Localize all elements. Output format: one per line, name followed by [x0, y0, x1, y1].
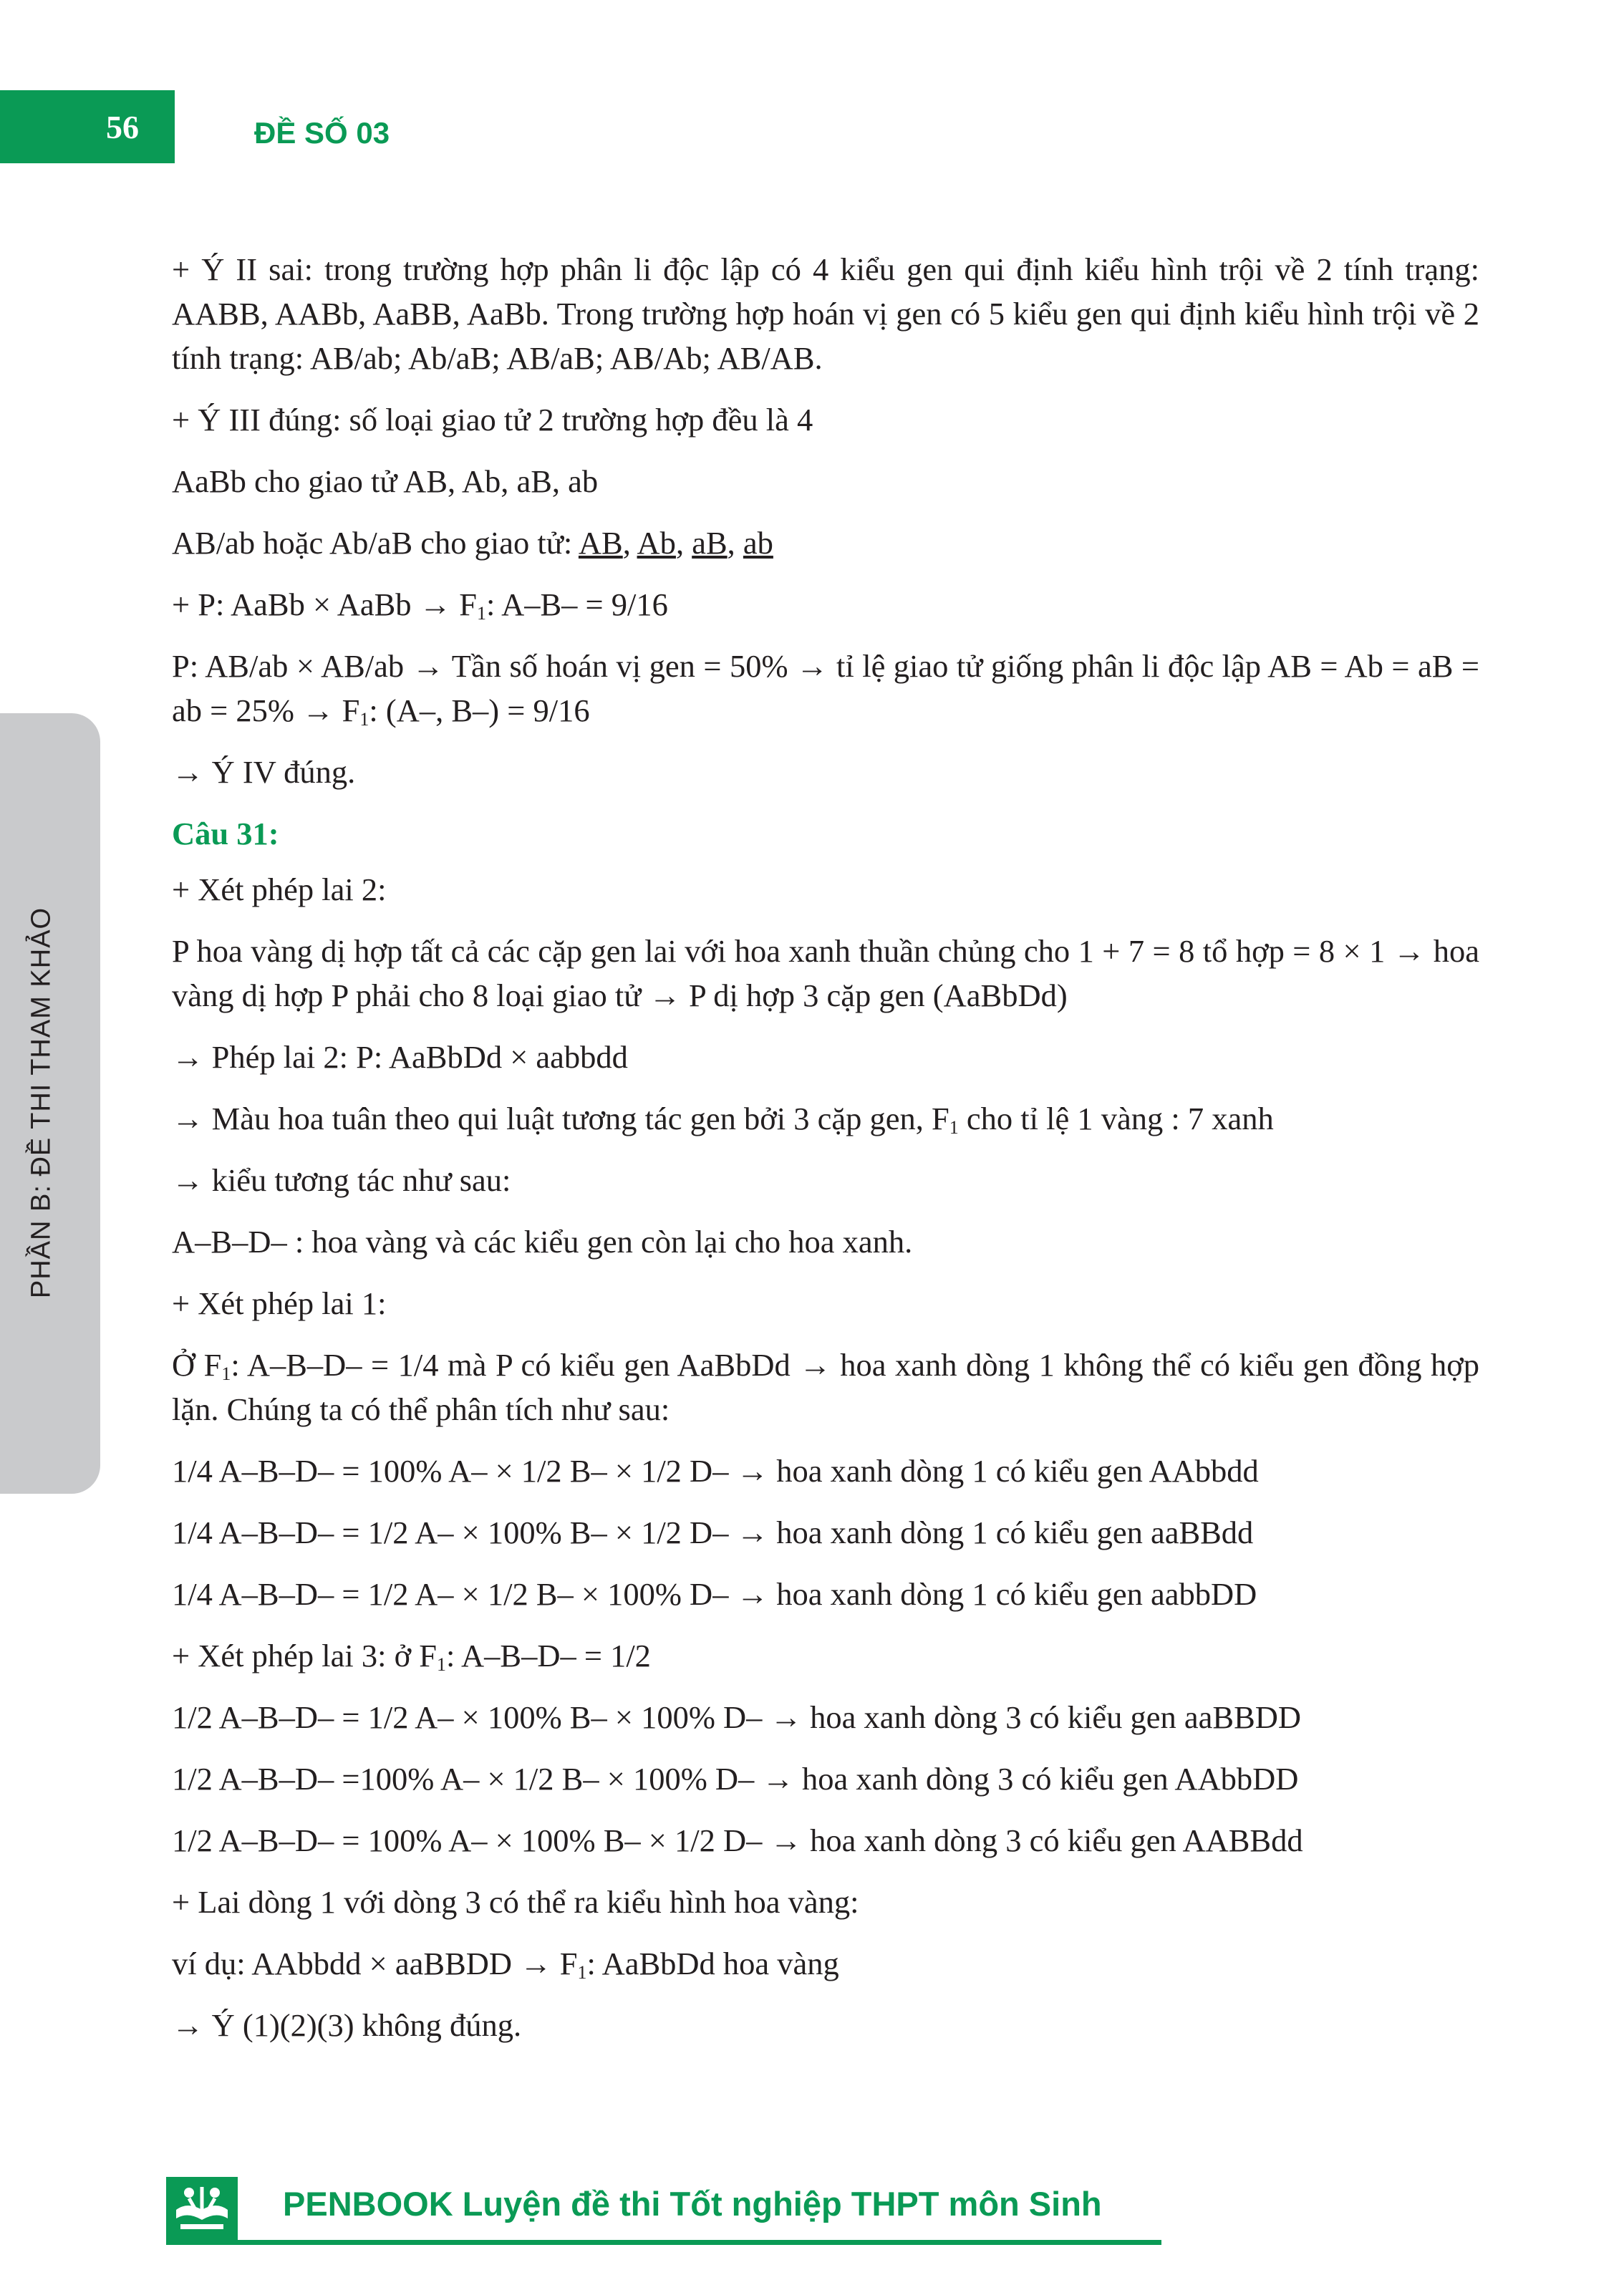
- text-run: cho tỉ lệ 1 vàng : 7 xanh: [958, 1101, 1274, 1136]
- gamete-ab-mixed: Ab: [637, 525, 676, 561]
- text-run: P: AB/ab × AB/ab → Tần số hoán vị gen = 50% → tỉ lệ giao tử giống phân li độc lập AB = Ab = aB = ab = 25% → F: [172, 648, 1479, 728]
- paragraph: 1/4 A–B–D– = 1/2 A– × 100% B– × 1/2 D– → hoa xanh dòng 1 có kiểu gen aaBBdd: [172, 1515, 1254, 1550]
- paragraph: → kiểu tương tác như sau:: [172, 1162, 511, 1198]
- paragraph: + Xét phép lai 1:: [172, 1285, 387, 1321]
- section-title: ĐỀ SỐ 03: [254, 116, 390, 150]
- paragraph: → Phép lai 2: P: AaBbDd × aabbdd: [172, 1039, 628, 1075]
- subscript: 1: [359, 709, 369, 730]
- separator: ,: [727, 525, 743, 561]
- gamete-ab-lower-upper: aB: [692, 525, 728, 561]
- page-number: [0, 90, 175, 163]
- text-run: + Xét phép lai 3: ở F: [172, 1638, 437, 1673]
- paragraph: AaBb cho giao tử AB, Ab, aB, ab: [172, 463, 599, 499]
- text-run: : A–B– = 9/16: [486, 586, 668, 622]
- paragraph: 1/2 A–B–D– =100% A– × 1/2 B– × 100% D– → hoa xanh dòng 3 có kiểu gen AAbbDD: [172, 1761, 1299, 1797]
- paragraph: + Lai dòng 1 với dòng 3 có thể ra kiểu hình hoa vàng:: [172, 1884, 859, 1920]
- subscript: 1: [477, 603, 487, 624]
- paragraph: P hoa vàng dị hợp tất cả các cặp gen lai với hoa xanh thuần chủng cho 1 + 7 = 8 tổ hợp = 8 × 1 → hoa vàng dị hợp P phải cho 8 loại giao tử → P dị hợp 3 cặp gen (AaBbDd): [172, 933, 1479, 1013]
- subscript: 1: [577, 1962, 587, 1983]
- separator: ,: [622, 525, 637, 561]
- text-run: AB/ab hoặc Ab/aB cho giao tử:: [172, 525, 579, 561]
- text-run: → Màu hoa tuân theo qui luật tương tác gen bởi 3 cặp gen, F: [172, 1101, 949, 1136]
- paragraph: 1/4 A–B–D– = 100% A– × 1/2 B– × 1/2 D– → hoa xanh dòng 1 có kiểu gen AAbbdd: [172, 1453, 1259, 1489]
- text-run: + P: AaBb × AaBb → F: [172, 586, 478, 622]
- footer-divider: [166, 2240, 1161, 2245]
- subscript: 1: [436, 1654, 446, 1675]
- penbook-logo-icon: [166, 2177, 238, 2240]
- footer-title: PENBOOK Luyện đề thi Tốt nghiệp THPT môn Sinh: [283, 2185, 1102, 2223]
- paragraph: + Xét phép lai 2:: [172, 871, 387, 907]
- text-run: : A–B–D– = 1/4 mà P có kiểu gen AaBbDd → hoa xanh dòng 1 không thể có kiểu gen đồng hợp lặn. Chúng ta có thể phân tích như sau:: [172, 1347, 1479, 1427]
- paragraph: [172, 1633, 1479, 1678]
- separator: ,: [675, 525, 692, 561]
- side-tab-label: PHẦN B: ĐỀ THI THAM KHẢO: [26, 907, 57, 1299]
- paragraph: A–B–D– : hoa vàng và các kiểu gen còn lại cho hoa xanh.: [172, 1224, 913, 1260]
- paragraph: [172, 1343, 1479, 1431]
- subscript: 1: [221, 1363, 231, 1384]
- text-run: Ở F: [172, 1347, 222, 1383]
- gamete-ab-lower: ab: [743, 525, 773, 561]
- penbook-logo-svg: [166, 2177, 238, 2240]
- paragraph: + Ý II sai: trong trường hợp phân li độc lập có 4 kiểu gen qui định kiểu hình trội về 2 tính trạng: AABB, AABb, AaBB, AaBb. Trong trường hợp hoán vị gen có 5 kiểu gen qui định kiểu hình trội về 2 tính trạng: AB/ab; Ab/aB; AB/aB; AB/Ab; AB/AB.: [172, 251, 1479, 376]
- paragraph: [172, 521, 1479, 565]
- paragraph: [172, 644, 1479, 733]
- paragraph: → Ý (1)(2)(3) không đúng.: [172, 2007, 522, 2043]
- question-heading: Câu 31:: [172, 816, 279, 851]
- paragraph: + Ý III đúng: số loại giao tử 2 trường hợp đều là 4: [172, 402, 813, 438]
- paragraph: 1/2 A–B–D– = 1/2 A– × 100% B– × 100% D– → hoa xanh dòng 3 có kiểu gen aaBBDD: [172, 1699, 1302, 1735]
- page-body: [172, 247, 1479, 2064]
- text-run: : (A–, B–) = 9/16: [369, 692, 590, 728]
- text-run: ví dụ: AAbbdd × aaBBDD → F: [172, 1946, 578, 1981]
- subscript: 1: [949, 1117, 959, 1138]
- paragraph: [172, 582, 1479, 627]
- paragraph: 1/2 A–B–D– = 100% A– × 100% B– × 1/2 D– → hoa xanh dòng 3 có kiểu gen AABBdd: [172, 1822, 1303, 1858]
- paragraph: 1/4 A–B–D– = 1/2 A– × 1/2 B– × 100% D– → hoa xanh dòng 1 có kiểu gen aabbDD: [172, 1576, 1257, 1612]
- text-run: : A–B–D– = 1/2: [445, 1638, 651, 1673]
- paragraph: [172, 1096, 1479, 1141]
- gamete-ab-upper: AB: [578, 525, 623, 561]
- page-number-text: 56: [106, 108, 139, 145]
- text-run: : AaBbDd hoa vàng: [586, 1946, 839, 1981]
- paragraph: → Ý IV đúng.: [172, 754, 356, 790]
- paragraph: [172, 1941, 1479, 1986]
